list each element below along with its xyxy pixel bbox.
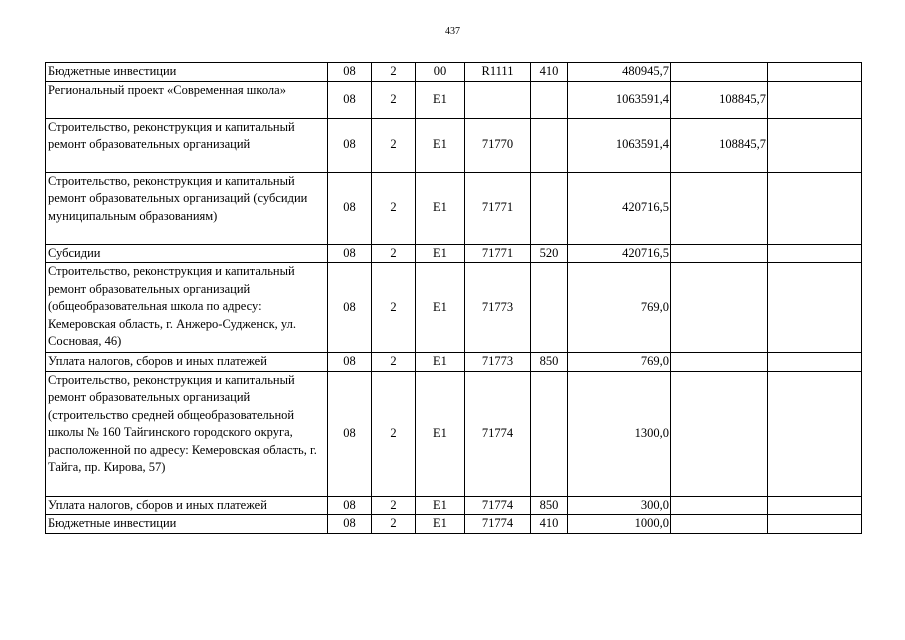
budget-table — [45, 62, 862, 534]
amount3-cell — [768, 81, 862, 118]
subsection-cell: 2 — [372, 244, 416, 263]
row-name: Строительство, реконструкция и капитальный ремонт образовательных организаций (общеобразовательная школа по адресу: Кемеровская область, г. Анжеро-Судженск, ул. Сосновая, 46) — [46, 263, 328, 353]
program-cell: E1 — [416, 263, 465, 353]
amount1-cell: 1063591,4 — [568, 118, 671, 172]
program-cell: E1 — [416, 172, 465, 244]
page-number: 437 — [445, 26, 460, 37]
subsection-cell: 2 — [372, 81, 416, 118]
expense-type-cell — [531, 81, 568, 118]
expense-type-cell — [531, 118, 568, 172]
row-name: Уплата налогов, сборов и иных платежей — [46, 496, 328, 515]
section-cell: 08 — [328, 63, 372, 82]
amount2-cell: 108845,7 — [671, 118, 768, 172]
amount3-cell — [768, 172, 862, 244]
amount3-cell — [768, 63, 862, 82]
amount1-cell: 769,0 — [568, 353, 671, 372]
expense-type-cell: 850 — [531, 353, 568, 372]
section-cell: 08 — [328, 81, 372, 118]
row-name: Региональный проект «Современная школа» — [46, 81, 328, 118]
target-cell: R1111 — [465, 63, 531, 82]
section-cell: 08 — [328, 172, 372, 244]
amount2-cell — [671, 496, 768, 515]
row-name: Уплата налогов, сборов и иных платежей — [46, 353, 328, 372]
target-cell: 71771 — [465, 172, 531, 244]
section-cell: 08 — [328, 353, 372, 372]
amount1-cell: 1300,0 — [568, 371, 671, 496]
program-cell: E1 — [416, 118, 465, 172]
subsection-cell: 2 — [372, 515, 416, 534]
row-name: Бюджетные инвестиции — [46, 515, 328, 534]
expense-type-cell: 520 — [531, 244, 568, 263]
program-cell: E1 — [416, 496, 465, 515]
target-cell: 71774 — [465, 496, 531, 515]
program-cell: 00 — [416, 63, 465, 82]
table-row — [46, 496, 862, 515]
subsection-cell: 2 — [372, 172, 416, 244]
amount2-cell — [671, 172, 768, 244]
amount1-cell: 420716,5 — [568, 172, 671, 244]
target-cell — [465, 81, 531, 118]
table-row — [46, 263, 862, 353]
target-cell: 71774 — [465, 515, 531, 534]
subsection-cell: 2 — [372, 496, 416, 515]
table-row — [46, 172, 862, 244]
amount2-cell — [671, 244, 768, 263]
table-row — [46, 371, 862, 496]
program-cell: E1 — [416, 515, 465, 534]
subsection-cell: 2 — [372, 371, 416, 496]
subsection-cell: 2 — [372, 353, 416, 372]
amount3-cell — [768, 263, 862, 353]
amount3-cell — [768, 496, 862, 515]
subsection-cell: 2 — [372, 118, 416, 172]
amount2-cell — [671, 353, 768, 372]
expense-type-cell — [531, 263, 568, 353]
section-cell: 08 — [328, 515, 372, 534]
amount1-cell: 769,0 — [568, 263, 671, 353]
program-cell: E1 — [416, 353, 465, 372]
amount3-cell — [768, 371, 862, 496]
expense-type-cell: 410 — [531, 515, 568, 534]
table-row — [46, 63, 862, 82]
expense-type-cell: 410 — [531, 63, 568, 82]
target-cell: 71770 — [465, 118, 531, 172]
row-name: Субсидии — [46, 244, 328, 263]
expense-type-cell — [531, 371, 568, 496]
row-name: Строительство, реконструкция и капитальный ремонт образовательных организаций — [46, 118, 328, 172]
table-row — [46, 353, 862, 372]
amount1-cell: 1000,0 — [568, 515, 671, 534]
table-row — [46, 244, 862, 263]
target-cell: 71773 — [465, 263, 531, 353]
section-cell: 08 — [328, 118, 372, 172]
amount3-cell — [768, 244, 862, 263]
expense-type-cell: 850 — [531, 496, 568, 515]
table-row — [46, 515, 862, 534]
amount2-cell — [671, 63, 768, 82]
row-name: Бюджетные инвестиции — [46, 63, 328, 82]
subsection-cell: 2 — [372, 263, 416, 353]
program-cell: E1 — [416, 81, 465, 118]
amount2-cell — [671, 371, 768, 496]
amount2-cell — [671, 515, 768, 534]
program-cell: E1 — [416, 371, 465, 496]
amount1-cell: 420716,5 — [568, 244, 671, 263]
amount1-cell: 300,0 — [568, 496, 671, 515]
section-cell: 08 — [328, 371, 372, 496]
amount1-cell: 1063591,4 — [568, 81, 671, 118]
amount1-cell: 480945,7 — [568, 63, 671, 82]
amount2-cell — [671, 263, 768, 353]
amount3-cell — [768, 118, 862, 172]
section-cell: 08 — [328, 496, 372, 515]
section-cell: 08 — [328, 244, 372, 263]
target-cell: 71773 — [465, 353, 531, 372]
amount3-cell — [768, 515, 862, 534]
row-name: Строительство, реконструкция и капитальный ремонт образовательных организаций (субсидии муниципальным образованиям) — [46, 172, 328, 244]
program-cell: E1 — [416, 244, 465, 263]
subsection-cell: 2 — [372, 63, 416, 82]
expense-type-cell — [531, 172, 568, 244]
table-row — [46, 118, 862, 172]
table-row — [46, 81, 862, 118]
section-cell: 08 — [328, 263, 372, 353]
amount3-cell — [768, 353, 862, 372]
amount2-cell: 108845,7 — [671, 81, 768, 118]
target-cell: 71771 — [465, 244, 531, 263]
target-cell: 71774 — [465, 371, 531, 496]
row-name: Строительство, реконструкция и капитальный ремонт образовательных организаций (строительство средней общеобразовательной школы № 160 Тайгинского городского округа, расположенной по адресу: Кемеровская область, г. Тайга, пр. Кирова, 57) — [46, 371, 328, 496]
